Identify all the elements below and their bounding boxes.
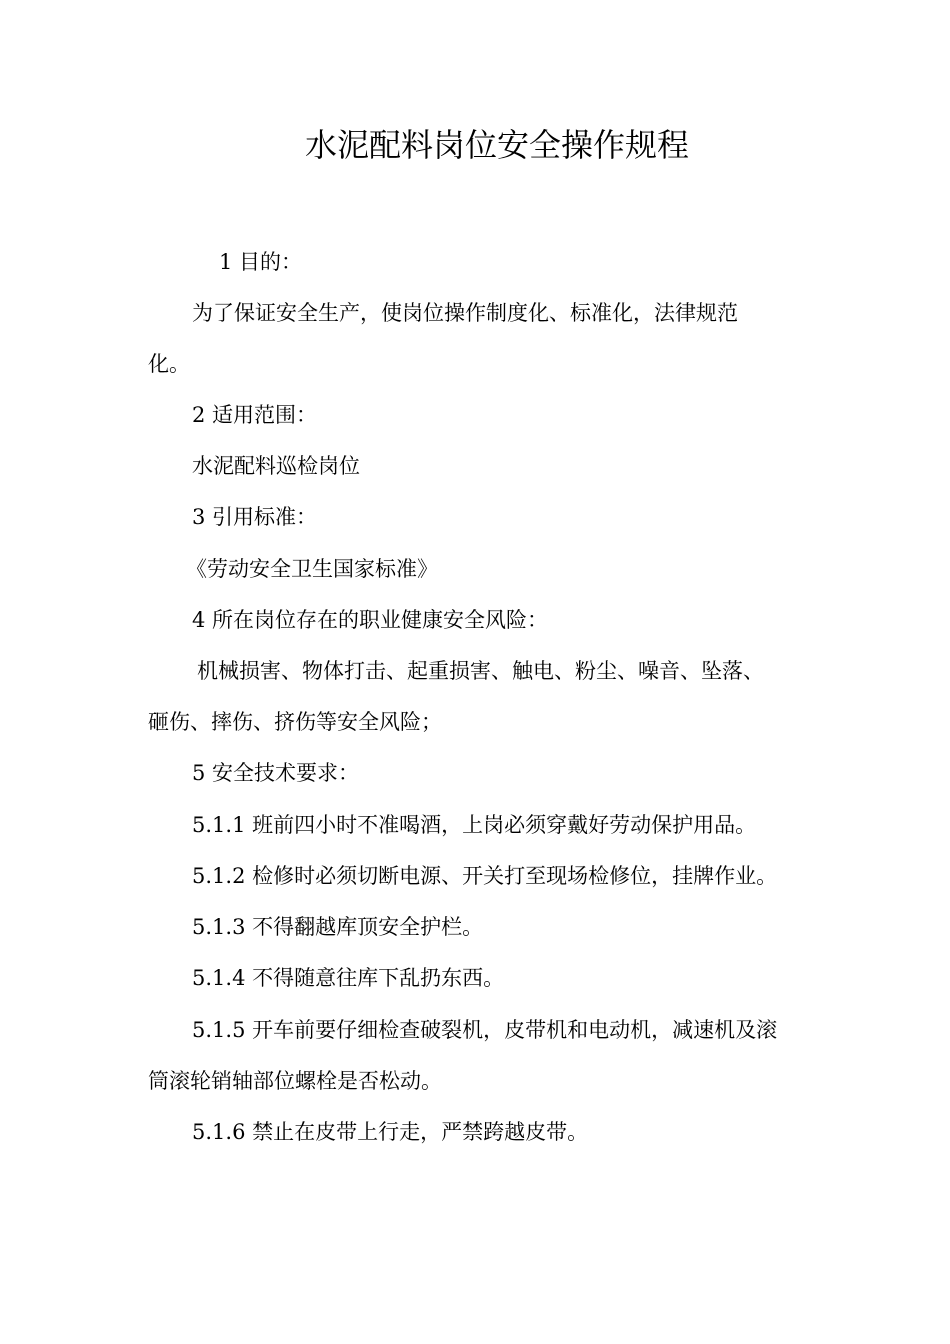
section-2-text: 水泥配料巡检岗位 — [192, 454, 360, 478]
section-1-text-line-2: 化。 — [148, 352, 190, 376]
rule-5-1-5-line-2: 筒滚轮销轴部位螺栓是否松动。 — [148, 1069, 442, 1093]
section-3-text: 《劳动安全卫生国家标准》 — [186, 557, 438, 581]
document-title: 水泥配料岗位安全操作规程 — [305, 126, 690, 164]
section-3-heading: 3 引用标准： — [192, 505, 318, 529]
rule-5-1-4: 5.1.4 不得随意往库下乱扔东西。 — [192, 966, 505, 990]
section-4-text-line-1: 机械损害、物体打击、起重损害、触电、粉尘、噪音、坠落、 — [197, 659, 764, 683]
section-5-heading: 5 安全技术要求： — [192, 761, 360, 785]
rule-5-1-2: 5.1.2 检修时必须切断电源、开关打至现场检修位，挂牌作业。 — [192, 864, 778, 888]
section-4-heading: 4 所在岗位存在的职业健康安全风险： — [192, 608, 549, 632]
section-1-heading: 1 目的： — [219, 250, 303, 274]
rule-5-1-6: 5.1.6 禁止在皮带上行走，严禁跨越皮带。 — [192, 1120, 589, 1144]
section-1-text-line-1: 为了保证安全生产，使岗位操作制度化、标准化，法律规范 — [192, 301, 738, 325]
rule-5-1-1: 5.1.1 班前四小时不准喝酒，上岗必须穿戴好劳动保护用品。 — [192, 813, 757, 837]
rule-5-1-5-line-1: 5.1.5 开车前要仔细检查破裂机，皮带机和电动机，减速机及滚 — [192, 1018, 778, 1042]
rule-5-1-3: 5.1.3 不得翻越库顶安全护栏。 — [192, 915, 484, 939]
section-4-text-line-2: 砸伤、摔伤、挤伤等安全风险； — [148, 710, 442, 734]
section-2-heading: 2 适用范围： — [192, 403, 318, 427]
